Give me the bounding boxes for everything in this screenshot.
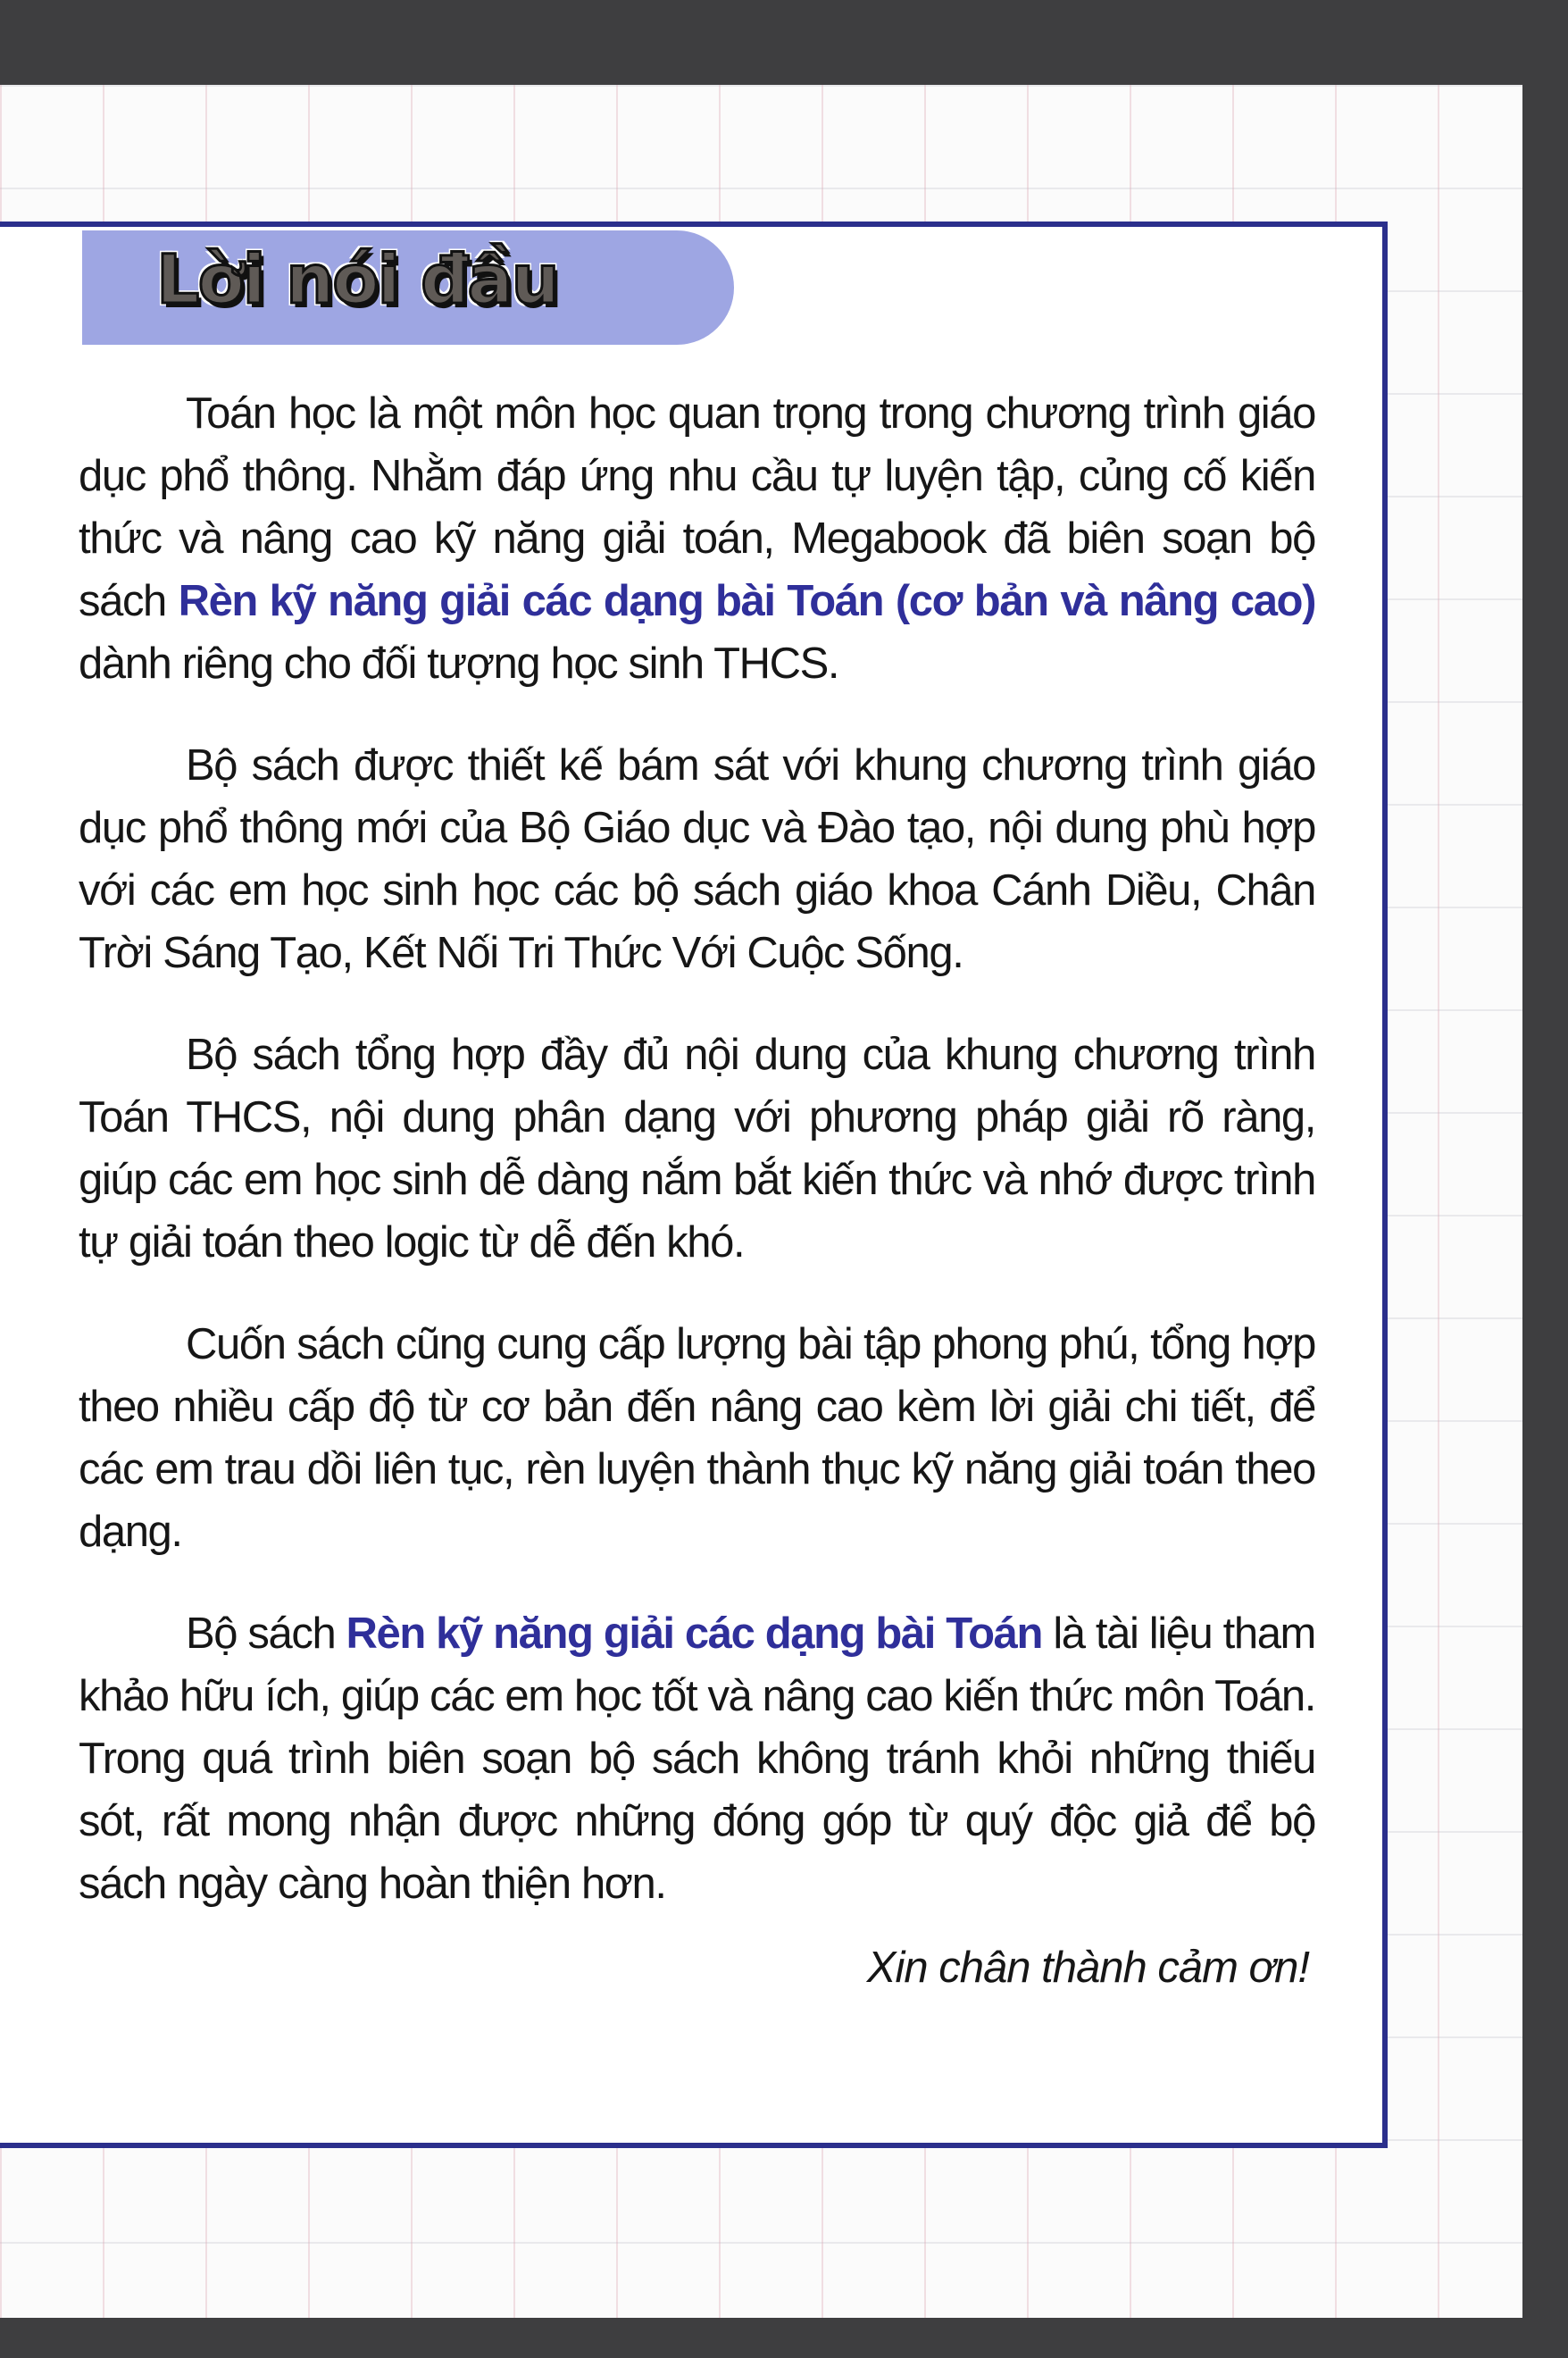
paragraph-5 <box>79 1602 1315 1915</box>
text: là tài liệu tham khảo hữu ích, giúp các em học tốt và nâng cao kiến thức môn Toán. Trong quá trình biên soạn bộ sách không tránh khỏi những thiếu sót, rất mong nhận được những đóng góp từ quý độc giả để bộ sách ngày càng hoàn thiện hơn. <box>79 1610 1315 1908</box>
text: dành riêng cho đối tượng học sinh THCS. <box>79 640 839 688</box>
paragraph-1 <box>79 382 1315 695</box>
paragraph-4: Cuốn sách cũng cung cấp lượng bài tập phong phú, tổng hợp theo nhiều cấp độ từ cơ bản đến nâng cao kèm lời giải chi tiết, để các em trau dồi liên tục, rèn luyện thành thục kỹ năng giải toán theo dạng. <box>79 1320 1315 1556</box>
signoff: Xin chân thành cảm ơn! <box>866 1944 1309 1992</box>
text: Bộ sách <box>186 1610 346 1658</box>
paragraph-2: Bộ sách được thiết kế bám sát với khung chương trình giáo dục phổ thông mới của Bộ Giáo dục và Đào tạo, nội dung phù hợp với các em học sinh học các bộ sách giáo khoa Cánh Diều, Chân Trời Sáng Tạo, Kết Nối Tri Thức Với Cuộc Sống. <box>79 741 1315 977</box>
paragraph-3: Bộ sách tổng hợp đầy đủ nội dung của khung chương trình Toán THCS, nội dung phân dạng với phương pháp giải rõ ràng, giúp các em học sinh dễ dàng nắm bắt kiến thức và nhớ được trình tự giải toán theo logic từ dễ đến khó. <box>79 1031 1315 1267</box>
book-title-highlight: Rèn kỹ năng giải các dạng bài Toán <box>346 1610 1043 1658</box>
book-title-highlight: Rèn kỹ năng giải các dạng bài Toán (cơ bản và nâng cao) <box>178 577 1315 625</box>
preface-body <box>79 382 1315 1954</box>
text: Toán học là một môn học quan trọng trong chương trình giáo dục phổ thông. Nhằm đáp ứng nhu cầu tự luyện tập, củng cố kiến thức và nâng cao kỹ năng giải toán, Megabook đã biên soạn bộ sách <box>79 389 1315 625</box>
page-title: Lời nói đầu <box>156 239 558 319</box>
